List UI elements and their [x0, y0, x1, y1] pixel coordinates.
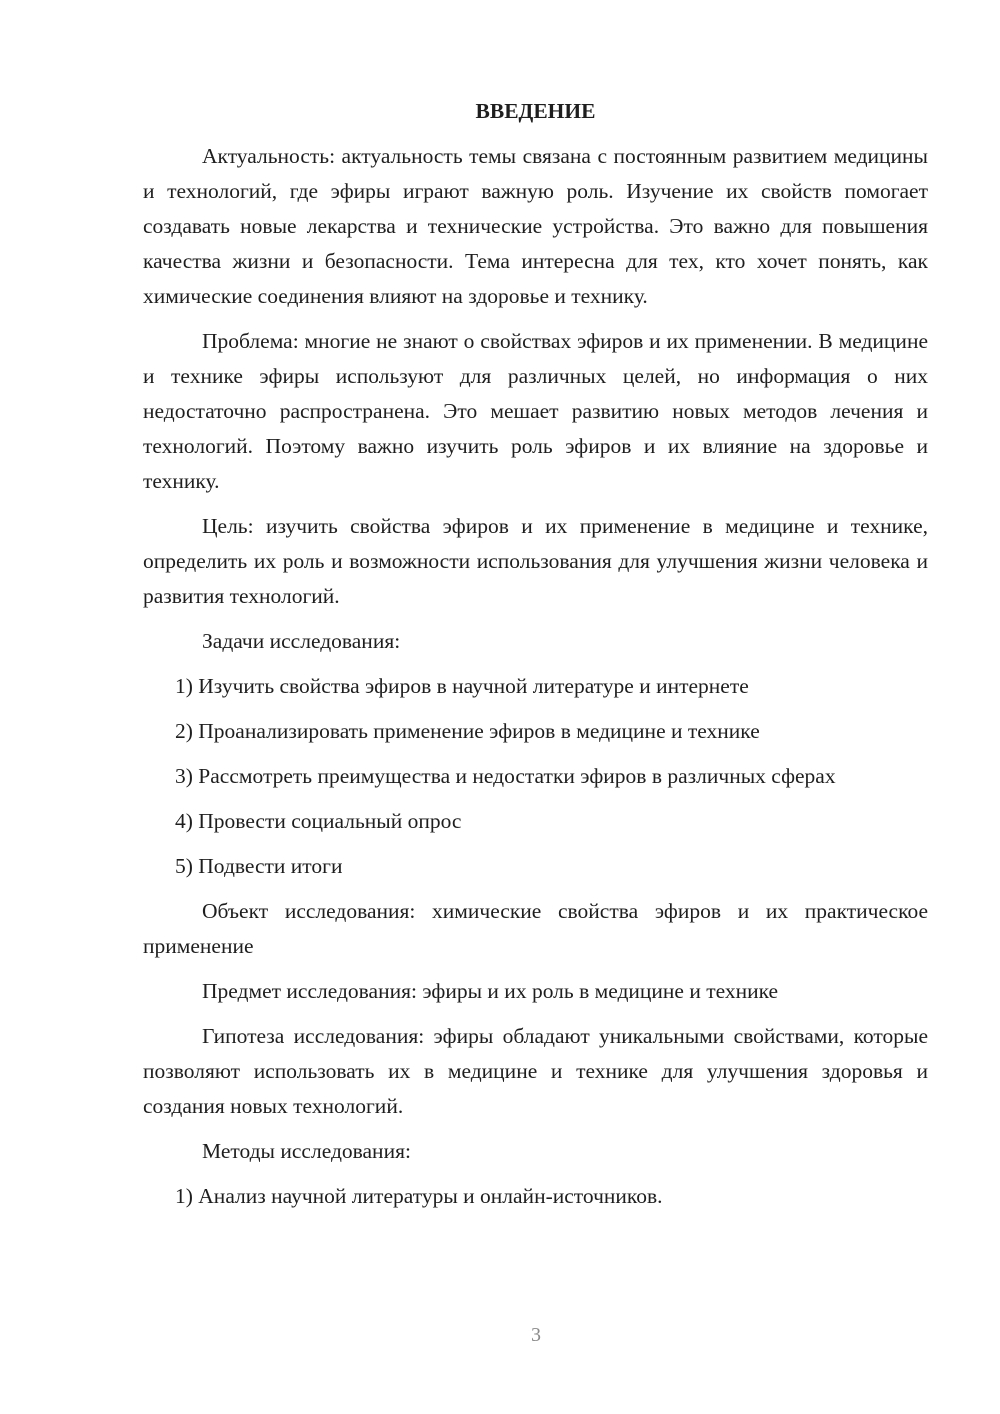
relevance-paragraph: Актуальность: актуальность темы связана с постоянным развитием медицины и технологий, где эфиры играют важную роль. Изучение их свойств помогает создавать новые лекарства и технические устройства. Это важно для повышения качества жизни и безопасности. Тема интересна для тех, кто хочет понять, как химические соединения влияют на здоровье и технику.	[143, 144, 928, 308]
problem-paragraph: Проблема: многие не знают о свойствах эфиров и их применении. В медицине и технике эфиры используют для различных целей, но информация о них недостаточно распространена. Это мешает развитию новых методов лечения и технологий. Поэтому важно изучить роль эфиров и их влияние на здоровье и технику.	[143, 329, 928, 493]
section-heading: ВВЕДЕНИЕ	[475, 99, 596, 123]
task-item: 1) Изучить свойства эфиров в научной литературе и интернете	[175, 674, 749, 698]
task-item: 4) Провести социальный опрос	[175, 809, 462, 833]
goal-paragraph: Цель: изучить свойства эфиров и их применение в медицине и технике, определить их роль и возможности использования для улучшения жизни человека и развития технологий.	[143, 514, 928, 608]
page-number: 3	[531, 1324, 541, 1346]
hypothesis-paragraph: Гипотеза исследования: эфиры обладают уникальными свойствами, которые позволяют использовать их в медицине и технике для улучшения здоровья и создания новых технологий.	[143, 1024, 928, 1118]
subject-paragraph: Предмет исследования: эфиры и их роль в медицине и технике	[202, 979, 779, 1003]
task-item: 2) Проанализировать применение эфиров в медицине и технике	[175, 719, 760, 743]
tasks-title: Задачи исследования:	[202, 629, 401, 653]
method-item: 1) Анализ научной литературы и онлайн-источников.	[175, 1184, 663, 1208]
methods-title: Методы исследования:	[202, 1139, 411, 1163]
task-item: 5) Подвести итоги	[175, 854, 343, 878]
task-item: 3) Рассмотреть преимущества и недостатки эфиров в различных сферах	[175, 764, 836, 788]
page-content	[143, 94, 928, 1224]
object-paragraph: Объект исследования: химические свойства эфиров и их практическое применение	[143, 899, 928, 958]
